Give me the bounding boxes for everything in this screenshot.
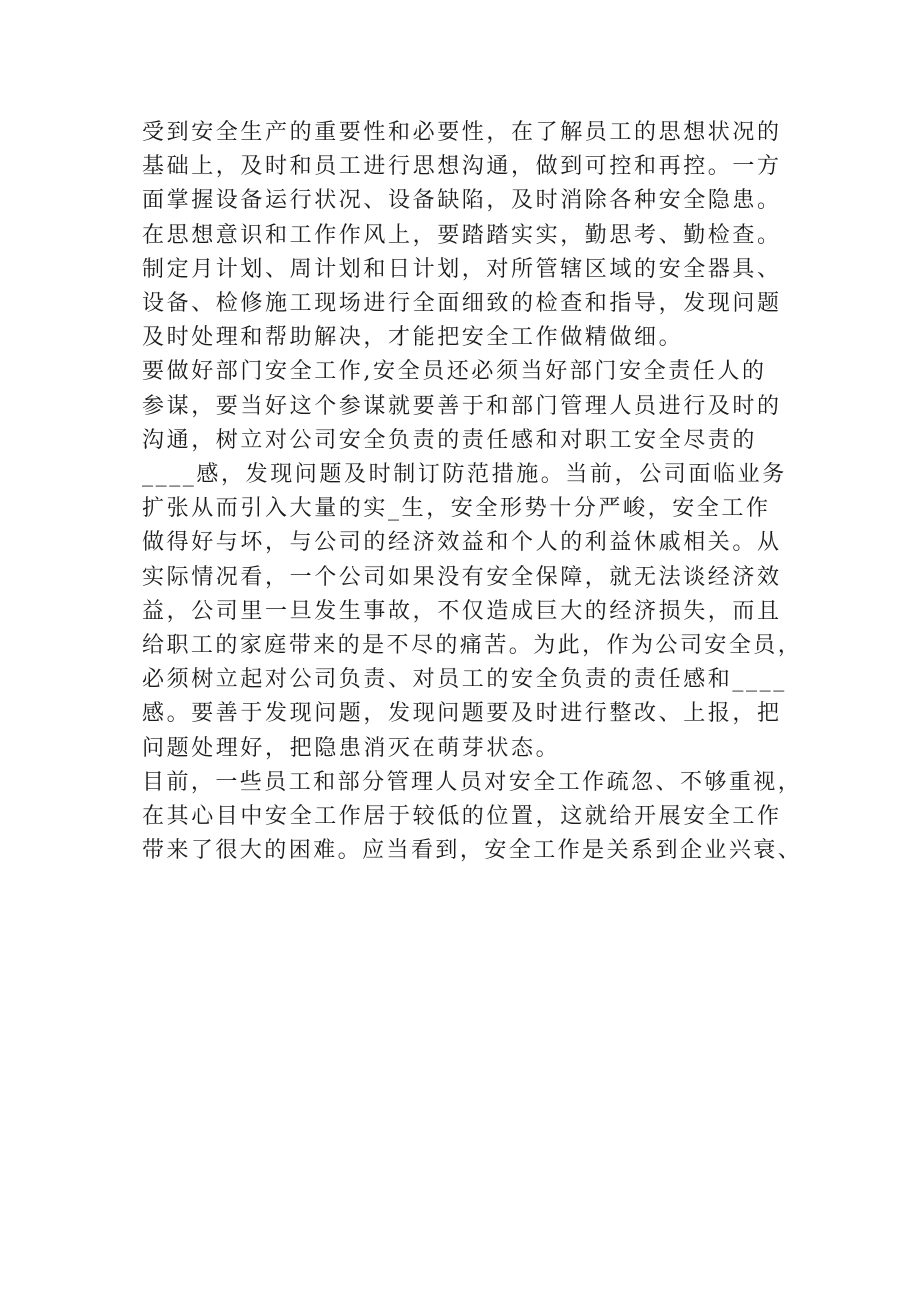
text-line: 必须树立起对公司负责、对员工的安全负责的责任感和____ xyxy=(142,667,787,693)
text-line: 在其心目中安全工作居于较低的位置，这就给开展安全工作 xyxy=(142,804,782,830)
text-line: 基础上，及时和员工进行思想沟通，做到可控和再控。一方 xyxy=(142,154,782,180)
text-line: 扩张从而引入大量的实_生，安全形势十分严峻，安全工作 xyxy=(142,496,771,522)
text-line: 做得好与坏，与公司的经济效益和个人的利益休戚相关。从 xyxy=(142,530,782,556)
text-line: 面掌握设备运行状况、设备缺陷，及时消除各种安全隐患。 xyxy=(142,188,782,214)
text-line: 问题处理好，把隐患消灭在萌芽状态。 xyxy=(142,735,561,761)
text-line: 及时处理和帮助解决，才能把安全工作做精做细。 xyxy=(142,325,684,351)
text-line: 参谋，要当好这个参谋就要善于和部门管理人员进行及时的 xyxy=(142,393,782,419)
text-line: 设备、检修施工现场进行全面细致的检查和指导，发现问题 xyxy=(142,291,782,317)
text-line: 要做好部门安全工作,安全员还必须当好部门安全责任人的 xyxy=(142,359,767,385)
text-line: 沟通，树立对公司安全负责的责任感和对职工安全尽责的 xyxy=(142,427,758,453)
text-line: 带来了很大的困难。应当看到，安全工作是关系到企业兴衰、 xyxy=(142,838,803,864)
text-line: ____感，发现问题及时制订防范措施。当前，公司面临业务 xyxy=(142,462,787,488)
text-line: 制定月计划、周计划和日计划，对所管辖区域的安全器具、 xyxy=(142,256,782,282)
text-line: 受到安全生产的重要性和必要性，在了解员工的思想状况的 xyxy=(142,120,782,145)
text-line: 实际情况看，一个公司如果没有安全保障，就无法谈经济效 xyxy=(142,564,782,590)
text-line: 目前，一些员工和部分管理人员对安全工作疏忽、不够重视， xyxy=(142,769,803,795)
document-body xyxy=(142,116,802,868)
text-line: 在思想意识和工作作风上，要踏踏实实，勤思考、勤检查。 xyxy=(142,222,782,248)
text-line: 益，公司里一旦发生事故，不仅造成巨大的经济损失，而且 xyxy=(142,598,782,624)
text-line: 感。要善于发现问题，发现问题要及时进行整改、上报，把 xyxy=(142,701,782,727)
text-line: 给职工的家庭带来的是不尽的痛苦。为此，作为公司安全员， xyxy=(142,633,803,659)
